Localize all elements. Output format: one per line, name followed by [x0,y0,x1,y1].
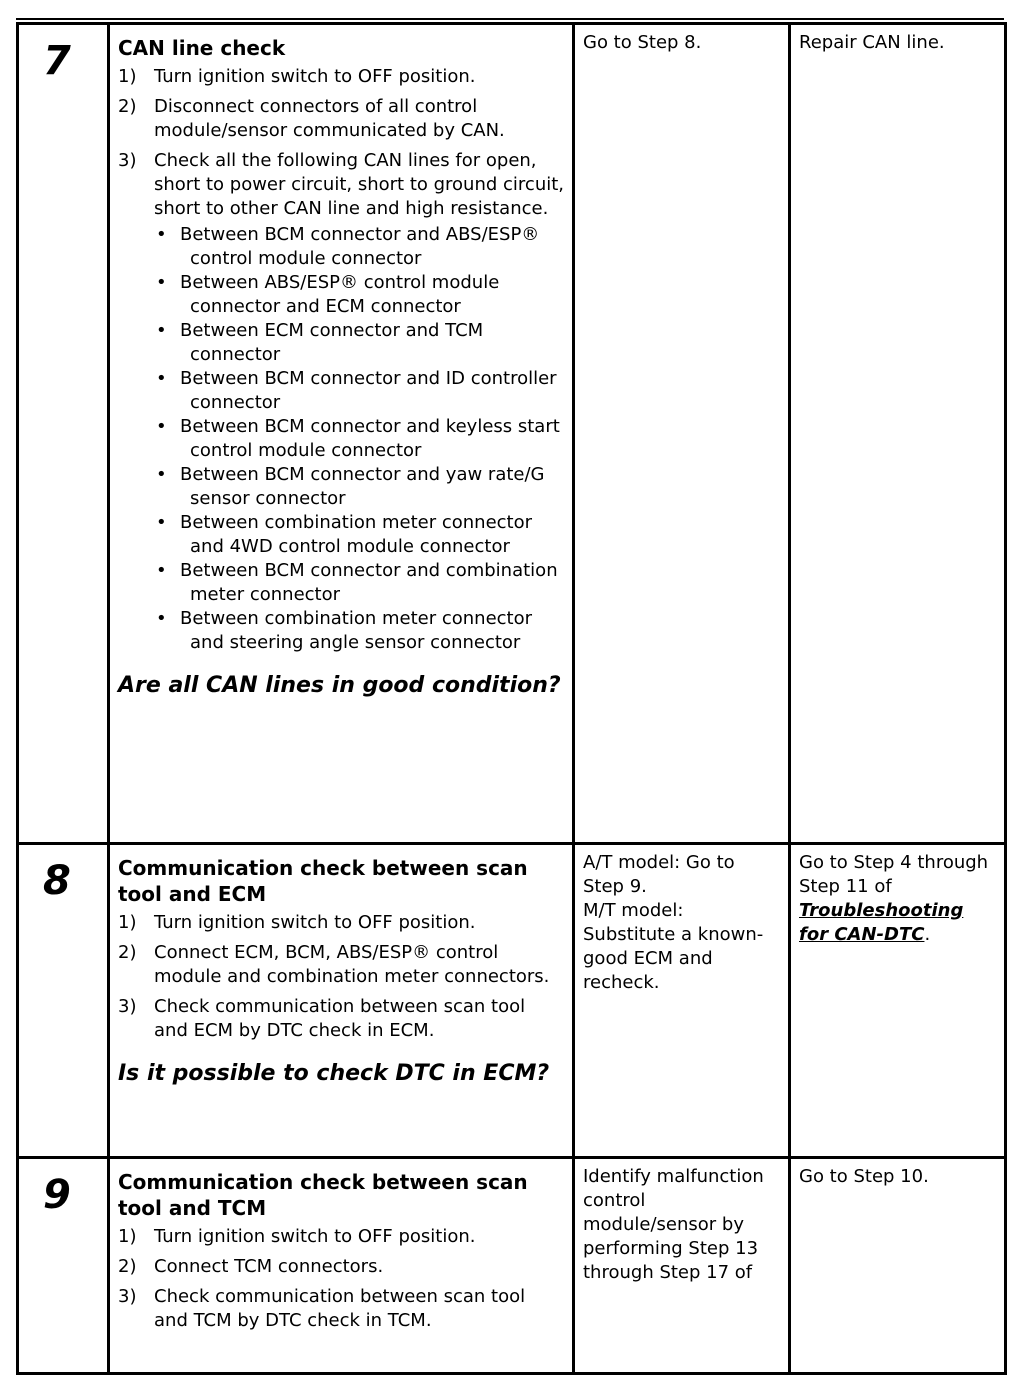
step-description [109,1158,574,1374]
substep: 1) Turn ignition switch to OFF position. [118,66,476,87]
yes-result-mt-model: M/T model: Substitute a known-good ECM and recheck. [583,900,764,993]
yes-result-at-model: A/T model: Go to Step 9. [583,852,735,897]
bullet-item: • Between BCM connector and ABS/ESP® control module connector [156,224,540,269]
substep-list [118,911,564,1043]
step-question: Is it possible to check DTC in ECM? [118,1061,550,1086]
substep: 3) Check all the following CAN lines for open, short to power circuit, short to ground circuit, short to other CAN line and high resistance. • Between BCM connector and ABS/ESP® control module connector • Between ABS/ESP® control module connector and ECM connector • Between ECM connector and TCM connector • Between BCM connector and ID controller connector • Between BCM connector and keyless start control module connector • Between BCM connector and yaw rate/G sensor connector • Between combination meter connector and 4WD control module connector • Between BCM connector and combination meter connector • Between combination meter connector and steering angle sensor connector [118,150,565,653]
step-title: Communication check between scan tool and TCM [118,1170,528,1220]
bullet-item: • Between BCM connector and keyless start control module connector [156,416,560,461]
no-result-text: Go to Step 4 through Step 11 of [799,852,989,897]
substep: 2) Connect ECM, BCM, ABS/ESP® control module and combination meter connectors. [118,942,550,987]
step-number: 7 [18,24,109,844]
bullet-item: • Between BCM connector and combination meter connector [156,560,558,605]
substep: 2) Connect TCM connectors. [118,1256,384,1277]
troubleshooting-can-dtc-link[interactable]: Troubleshooting for CAN-DTC [799,900,964,945]
bullet-item: • Between BCM connector and yaw rate/G sensor connector [156,464,545,509]
bullet-item: • Between ABS/ESP® control module connector and ECM connector [156,272,500,317]
connector-bullet-list [154,223,564,655]
step-row-7 [18,24,1006,844]
no-result: Go to Step 4 through Step 11 of Troubleshooting for CAN-DTC. [790,844,1006,1158]
yes-result: Go to Step 8. [574,24,790,844]
bullet-item: • Between combination meter connector and 4WD control module connector [156,512,533,557]
substep-list [118,65,564,655]
step-title: Communication check between scan tool and ECM [118,856,528,906]
top-rule [16,18,1004,20]
no-result: Repair CAN line. [790,24,1006,844]
no-result: Go to Step 10. [790,1158,1006,1374]
substep: 1) Turn ignition switch to OFF position. [118,1226,476,1247]
substep: 1) Turn ignition switch to OFF position. [118,912,476,933]
substep: 3) Check communication between scan tool and ECM by DTC check in ECM. [118,996,526,1041]
step-number: 9 [18,1158,109,1374]
step-row-8 [18,844,1006,1158]
step-title: CAN line check [118,36,286,60]
bullet-item: • Between BCM connector and ID controller connector [156,368,557,413]
substep: 3) Check communication between scan tool and TCM by DTC check in TCM. [118,1286,526,1331]
step-question: Are all CAN lines in good condition? [118,673,561,698]
step-number: 8 [18,844,109,1158]
troubleshooting-table [16,22,1007,1375]
step-description [109,844,574,1158]
yes-result [574,844,790,1158]
substep-list [118,1225,564,1333]
bullet-item: • Between ECM connector and TCM connector [156,320,484,365]
substep: 2) Disconnect connectors of all control module/sensor communicated by CAN. [118,96,505,141]
step-row-9 [18,1158,1006,1374]
bullet-item: • Between combination meter connector and steering angle sensor connector [156,608,533,653]
yes-result: Identify malfunction control module/sensor by performing Step 13 through Step 17 of [574,1158,790,1374]
step-description [109,24,574,844]
